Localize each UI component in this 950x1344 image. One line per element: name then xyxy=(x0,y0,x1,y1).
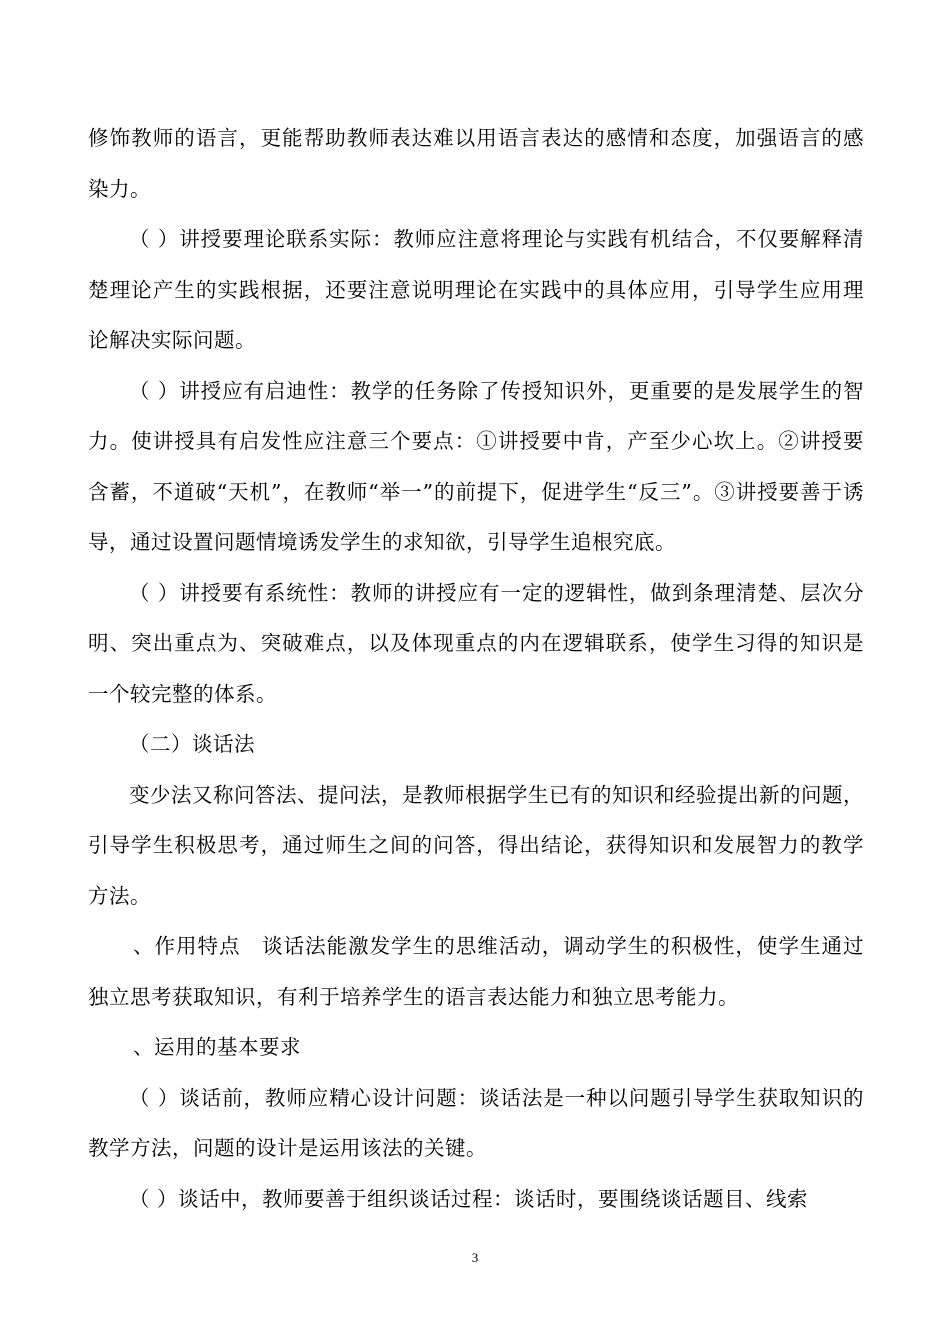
paragraph: （ ）谈话中，教师要善于组织谈话过程：谈话时，要围绕谈话题目、线索 xyxy=(129,1186,809,1211)
section-heading: （二）谈话法 xyxy=(129,732,255,756)
paragraph: 变少法又称问答法、提问法，是教师根据学生已有的知识和经验提出新的问题，引导学生积极思考，通过师生之间的问答，得出结论，获得知识和发展智力的教学方法。 xyxy=(88,782,864,908)
document-body xyxy=(88,113,864,1224)
paragraph: 、作用特点 谈话法能激发学生的思维活动，调动学生的积极性，使学生通过独立思考获取知识，有利于培养学生的语言表达能力和独立思考能力。 xyxy=(88,934,864,1009)
paragraph: （ ）谈话前，教师应精心设计问题：谈话法是一种以问题引导学生获取知识的教学方法，问题的设计是运用该法的关键。 xyxy=(88,1085,864,1160)
paragraph: （ ）讲授要理论联系实际：教师应注意将理论与实践有机结合，不仅要解释清楚理论产生的实践根据，还要注意说明理论在实践中的具体应用，引导学生应用理论解决实际问题。 xyxy=(88,227,864,352)
paragraph: （ ）讲授应有启迪性：教学的任务除了传授知识外，更重要的是发展学生的智力。使讲授具有启发性应注意三个要点：①讲授要中肯，产至少心坎上。②讲授要含蓄，不道破“天机”，在教师“举一”的前提下，促进学生“反三”。③讲授要善于诱导，通过设置问题情境诱发学生的求知欲，引导学生追根究底。 xyxy=(88,378,864,554)
subsection-heading: 、运用的基本要求 xyxy=(133,1035,301,1059)
paragraph: （ ）讲授要有系统性：教师的讲授应有一定的逻辑性，做到条理清楚、层次分明、突出重点为、突破难点，以及体现重点的内在逻辑联系，使学生习得的知识是一个较完整的体系。 xyxy=(88,580,864,706)
page-number: 3 xyxy=(471,1250,479,1265)
paragraph: 修饰教师的语言，更能帮助教师表达难以用语言表达的感情和态度，加强语言的感染力。 xyxy=(88,126,864,201)
